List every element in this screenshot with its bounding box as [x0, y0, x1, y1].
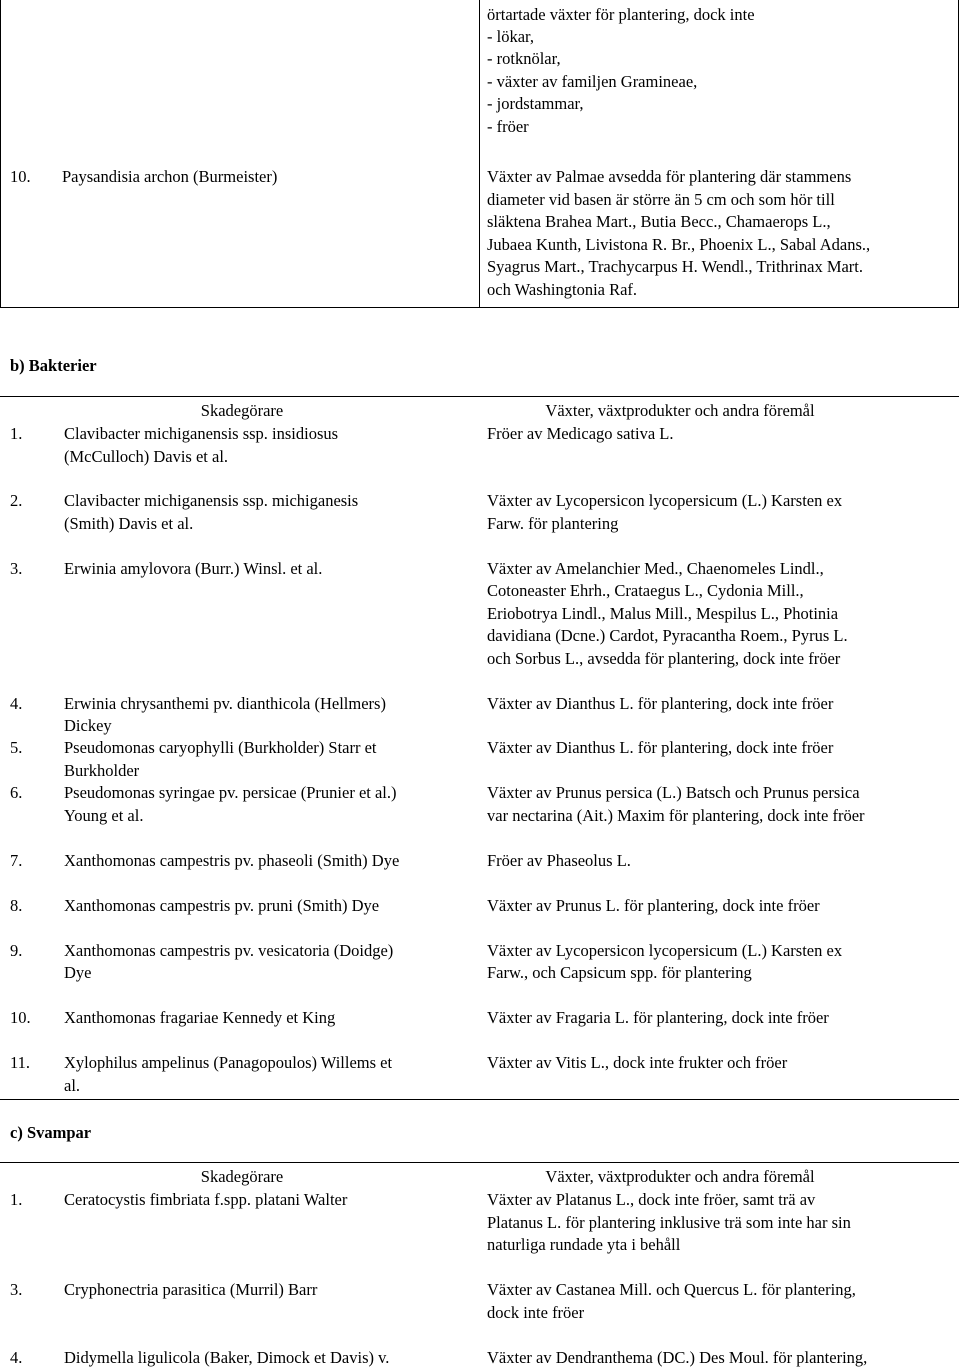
section-heading-bacteria: b) Bakterier: [10, 356, 97, 375]
host-line: Cotoneaster Ehrh., Crataegus L., Cydonia Mill.,: [487, 581, 804, 600]
table-border-bottom: [0, 307, 959, 308]
host-line: Jubaea Kunth, Livistona R. Br., Phoenix L., Sabal Adans.,: [487, 235, 871, 254]
organism-name: Xylophilus ampelinus (Panagopoulos) Willems et: [64, 1053, 393, 1072]
host-line: diameter vid basen är större än 5 cm och som hör till: [487, 190, 835, 209]
host-line: davidiana (Dcne.) Cardot, Pyracantha Roem., Pyrus L.: [487, 626, 848, 645]
host-line: Växter av Prunus persica (L.) Batsch och Prunus persica: [487, 783, 860, 802]
organism-name: Paysandisia archon (Burmeister): [62, 167, 278, 186]
organism-name: Ceratocystis fimbriata f.spp. platani Walter: [64, 1190, 348, 1209]
organism-name: Xanthomonas campestris pv. vesicatoria (Doidge): [64, 941, 394, 960]
entry-number: 3.: [10, 559, 23, 578]
host-line: Växter av Fragaria L. för plantering, dock inte fröer: [487, 1008, 829, 1027]
organism-name: Xanthomonas fragariae Kennedy et King: [64, 1008, 336, 1027]
entry-number: 3.: [10, 1280, 23, 1299]
host-line: Växter av Lycopersicon lycopersicum (L.) Karsten ex: [487, 491, 843, 510]
table-border-left: [0, 0, 1, 308]
organism-name: Xanthomonas campestris pv. pruni (Smith) Dye: [64, 896, 380, 915]
carryover-line: - fröer: [487, 117, 529, 136]
entry-number: 4.: [10, 1348, 23, 1367]
organism-name: al.: [64, 1076, 81, 1095]
organism-name: Cryphonectria parasitica (Murril) Barr: [64, 1280, 318, 1299]
entry-number: 6.: [10, 783, 23, 802]
host-line: Växter av Palmae avsedda för plantering där stammens: [487, 167, 852, 186]
organism-name: Clavibacter michiganensis ssp. michiganesis: [64, 491, 359, 510]
host-line: Växter av Dianthus L. för plantering, dock inte fröer: [487, 738, 834, 757]
organism-name: (McCulloch) Davis et al.: [64, 447, 229, 466]
host-line: Fröer av Phaseolus L.: [487, 851, 631, 870]
entry-number: 4.: [10, 694, 23, 713]
host-line: Växter av Platanus L., dock inte fröer, samt trä av: [487, 1190, 816, 1209]
carryover-line: - rotknölar,: [487, 49, 561, 68]
host-line: Platanus L. för plantering inklusive trä som inte har sin: [487, 1213, 851, 1232]
organism-name: Burkholder: [64, 761, 140, 780]
organism-name: Young et al.: [64, 806, 144, 825]
host-line: och Sorbus L., avsedda för plantering, dock inte fröer: [487, 649, 841, 668]
entry-number: 2.: [10, 491, 23, 510]
carryover-line: - lökar,: [487, 27, 534, 46]
host-line: Växter av Amelanchier Med., Chaenomeles Lindl.,: [487, 559, 824, 578]
host-line: Växter av Lycopersicon lycopersicum (L.) Karsten ex: [487, 941, 843, 960]
column-header-host: Växter, växtprodukter och andra föremål: [545, 1167, 815, 1186]
table-top-rule: [0, 396, 959, 397]
table-border-right: [958, 0, 959, 308]
column-header-organism: Skadegörare: [200, 401, 284, 420]
entry-number: 1.: [10, 424, 23, 443]
organism-name: Didymella ligulicola (Baker, Dimock et Davis) v.: [64, 1348, 390, 1367]
host-line: Växter av Prunus L. för plantering, dock inte fröer: [487, 896, 820, 915]
host-line: och Washingtonia Raf.: [487, 280, 638, 299]
host-line: Växter av Castanea Mill. och Quercus L. för plantering,: [487, 1280, 856, 1299]
entry-number: 1.: [10, 1190, 23, 1209]
entry-number: 8.: [10, 896, 23, 915]
carryover-line: - jordstammar,: [487, 94, 584, 113]
entry-number: 10.: [10, 167, 31, 186]
carryover-line: - växter av familjen Gramineae,: [487, 72, 698, 91]
host-line: släktena Brahea Mart., Butia Becc., Chamaerops L.,: [487, 212, 831, 231]
entry-number: 10.: [10, 1008, 31, 1027]
entry-number: 11.: [10, 1053, 31, 1072]
carryover-line: örtartade växter för plantering, dock inte: [487, 5, 755, 24]
organism-name: Erwinia amylovora (Burr.) Winsl. et al.: [64, 559, 323, 578]
host-line: Farw., och Capsicum spp. för plantering: [487, 963, 752, 982]
organism-name: (Smith) Davis et al.: [64, 514, 194, 533]
organism-name: Pseudomonas caryophylli (Burkholder) Starr et: [64, 738, 377, 757]
host-line: Växter av Vitis L., dock inte frukter och fröer: [487, 1053, 788, 1072]
organism-name: Pseudomonas syringae pv. persicae (Prunier et al.): [64, 783, 397, 802]
organism-name: Xanthomonas campestris pv. phaseoli (Smith) Dye: [64, 851, 400, 870]
organism-name: Erwinia chrysanthemi pv. dianthicola (Hellmers): [64, 694, 386, 713]
organism-name: Dye: [64, 963, 92, 982]
entry-number: 7.: [10, 851, 23, 870]
table-border-middle: [479, 0, 480, 308]
host-line: Farw. för plantering: [487, 514, 619, 533]
host-line: Fröer av Medicago sativa L.: [487, 424, 674, 443]
host-line: Växter av Dianthus L. för plantering, dock inte fröer: [487, 694, 834, 713]
table-top-rule: [0, 1162, 959, 1163]
host-line: var nectarina (Ait.) Maxim för plantering, dock inte fröer: [487, 806, 865, 825]
organism-name: Dickey: [64, 716, 112, 735]
column-header-organism: Skadegörare: [200, 1167, 284, 1186]
entry-number: 9.: [10, 941, 23, 960]
section-heading-fungi: c) Svampar: [10, 1123, 92, 1142]
host-line: dock inte fröer: [487, 1303, 585, 1322]
host-line: Eriobotrya Lindl., Malus Mill., Mespilus L., Photinia: [487, 604, 839, 623]
host-line: naturliga rundade yta i behåll: [487, 1235, 681, 1254]
host-line: Växter av Dendranthema (DC.) Des Moul. för plantering,: [487, 1348, 868, 1367]
table-bottom-rule: [0, 1099, 959, 1100]
host-line: Syagrus Mart., Trachycarpus H. Wendl., Trithrinax Mart.: [487, 257, 864, 276]
organism-name: Clavibacter michiganensis ssp. insidiosus: [64, 424, 339, 443]
entry-number: 5.: [10, 738, 23, 757]
column-header-host: Växter, växtprodukter och andra föremål: [545, 401, 815, 420]
